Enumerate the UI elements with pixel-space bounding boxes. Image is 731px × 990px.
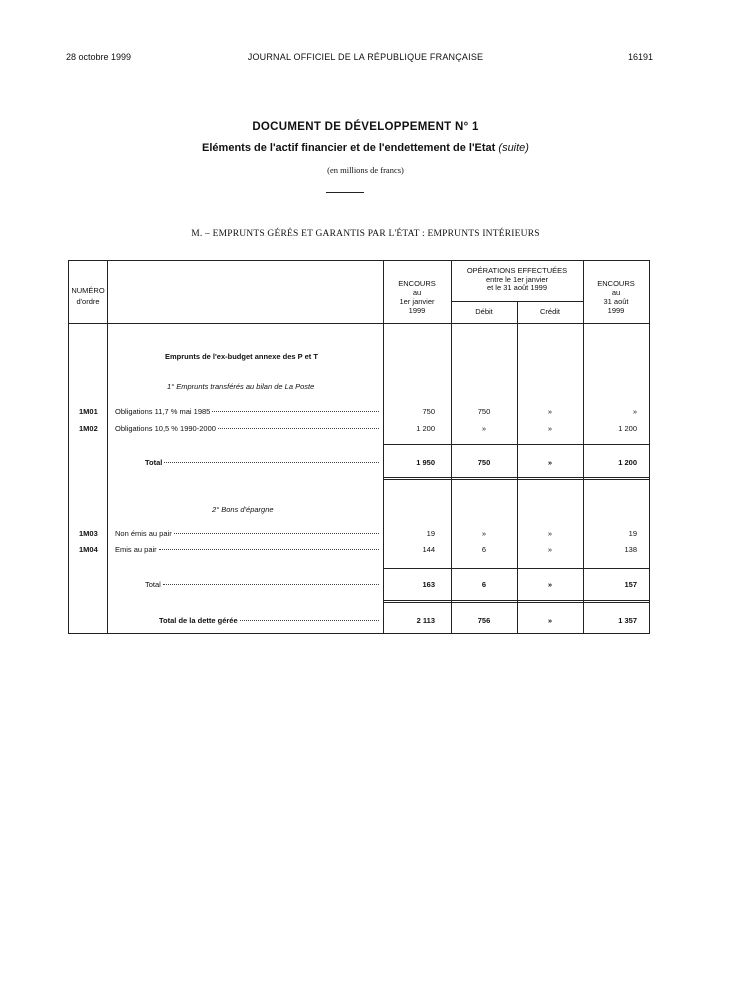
subsection-title-2: 2° Bons d'épargne [212,505,274,514]
debit-cell: 6 [481,545,487,554]
grand-total-label-text: Total de la dette gérée [159,616,238,625]
row-label [115,424,379,433]
debit-cell: 750 [477,458,491,467]
header-numero-line1: NUMÉRO [71,286,105,295]
row-number: 1M04 [79,545,98,554]
row-divider [451,301,583,302]
subtitle-suffix: (suite) [498,142,529,154]
encours-debut-cell: 1 200 [416,424,435,433]
encours-fin-cell: » [632,407,637,416]
row-label-text: Obligations 10,5 % 1990-2000 [115,424,216,433]
leader-dots [240,620,379,621]
credit-cell: » [547,580,553,589]
header-ops-line2: entre le 1er janvier [485,274,549,284]
encours-fin-cell: 157 [624,580,637,589]
row-label-text: Emis au pair [115,545,157,554]
row-label [115,407,379,416]
header-divider [69,323,649,324]
credit-cell: » [547,407,553,416]
leader-dots [163,584,379,585]
header-encours2-line3: 31 août [603,297,629,306]
document-subtitle [0,142,731,154]
total-label [145,580,379,589]
row-label-text: Non émis au pair [115,529,172,538]
header-ops-line3: et le 31 août 1999 [486,283,548,292]
credit-cell: » [547,529,553,538]
col-divider [107,261,108,633]
col-divider [451,261,452,633]
header-numero [69,285,107,307]
header-operations [451,267,583,293]
debit-cell: 756 [477,616,491,625]
leader-dots [218,428,379,429]
encours-debut-cell: 1 950 [416,458,435,467]
header-debit: Débit [475,307,493,316]
leader-dots [164,462,379,463]
row-label [115,545,379,554]
encours-fin-cell: 1 200 [618,458,637,467]
subsection-title-1: 1° Emprunts transférés au bilan de La Poste [167,382,315,391]
section-title: M. – EMPRUNTS GÉRÉS ET GARANTIS PAR L'ÉTAT : EMPRUNTS INTÉRIEURS [191,229,540,239]
row-divider [383,600,649,603]
header-credit: Crédit [539,307,560,316]
debt-table [68,260,650,634]
header-encours2-line1: ENCOURS [597,279,635,288]
encours-debut-cell: 163 [422,580,435,589]
credit-cell: » [547,458,553,467]
debit-cell: » [481,529,487,538]
document-title: DOCUMENT DE DÉVELOPPEMENT N° 1 [252,121,479,133]
encours-debut-cell: 2 113 [416,616,435,625]
debit-cell: 6 [481,580,487,589]
debit-cell: 750 [477,407,491,416]
header-ops-line1: OPÉRATIONS EFFECTUÉES [466,266,568,275]
encours-fin-cell: 1 200 [618,424,637,433]
debit-cell: » [481,424,487,433]
units-note: (en millions de francs) [327,165,404,175]
encours-fin-cell: 138 [624,545,637,554]
header-encours1-line4: 1999 [408,306,426,315]
row-divider [383,477,649,480]
header-encours-fin [583,279,649,315]
group-title: Emprunts de l'ex-budget annexe des P et T [165,352,318,361]
row-divider [383,568,649,569]
header-encours2-line2: au [611,288,621,297]
row-number: 1M03 [79,529,98,538]
total-label-text: Total [145,458,163,467]
title-divider [326,192,364,193]
leader-dots [174,533,379,534]
row-label [115,529,379,538]
row-number: 1M02 [79,424,98,433]
encours-fin-cell: 1 357 [618,616,637,625]
leader-dots [159,549,379,550]
encours-debut-cell: 19 [426,529,435,538]
total-label-text: Total [145,580,161,589]
header-encours-debut [383,279,451,315]
header-date: 28 octobre 1999 [66,52,132,62]
encours-debut-cell: 144 [422,545,435,554]
row-label-text: Obligations 11,7 % mai 1985 [115,407,211,416]
leader-dots [212,411,379,412]
row-divider [383,444,649,445]
header-numero-line2: d'ordre [76,297,100,306]
header-encours1-line1: ENCOURS [398,279,436,288]
page-number: 16191 [627,52,653,62]
col-divider [583,261,584,633]
row-number: 1M01 [79,407,98,416]
grand-total-label [159,616,379,625]
credit-cell: » [547,616,553,625]
journal-title: JOURNAL OFFICIEL DE LA RÉPUBLIQUE FRANÇAISE [247,52,484,62]
header-encours1-line2: au [412,288,422,297]
total-label [145,458,379,467]
subtitle-text: Eléments de l'actif financier et de l'endettement de l'Etat [202,142,496,154]
header-encours2-line4: 1999 [607,306,625,315]
credit-cell: » [547,545,553,554]
credit-cell: » [547,424,553,433]
header-encours1-line3: 1er janvier [399,297,435,306]
encours-debut-cell: 750 [422,407,435,416]
encours-fin-cell: 19 [628,529,637,538]
col-divider [383,261,384,633]
